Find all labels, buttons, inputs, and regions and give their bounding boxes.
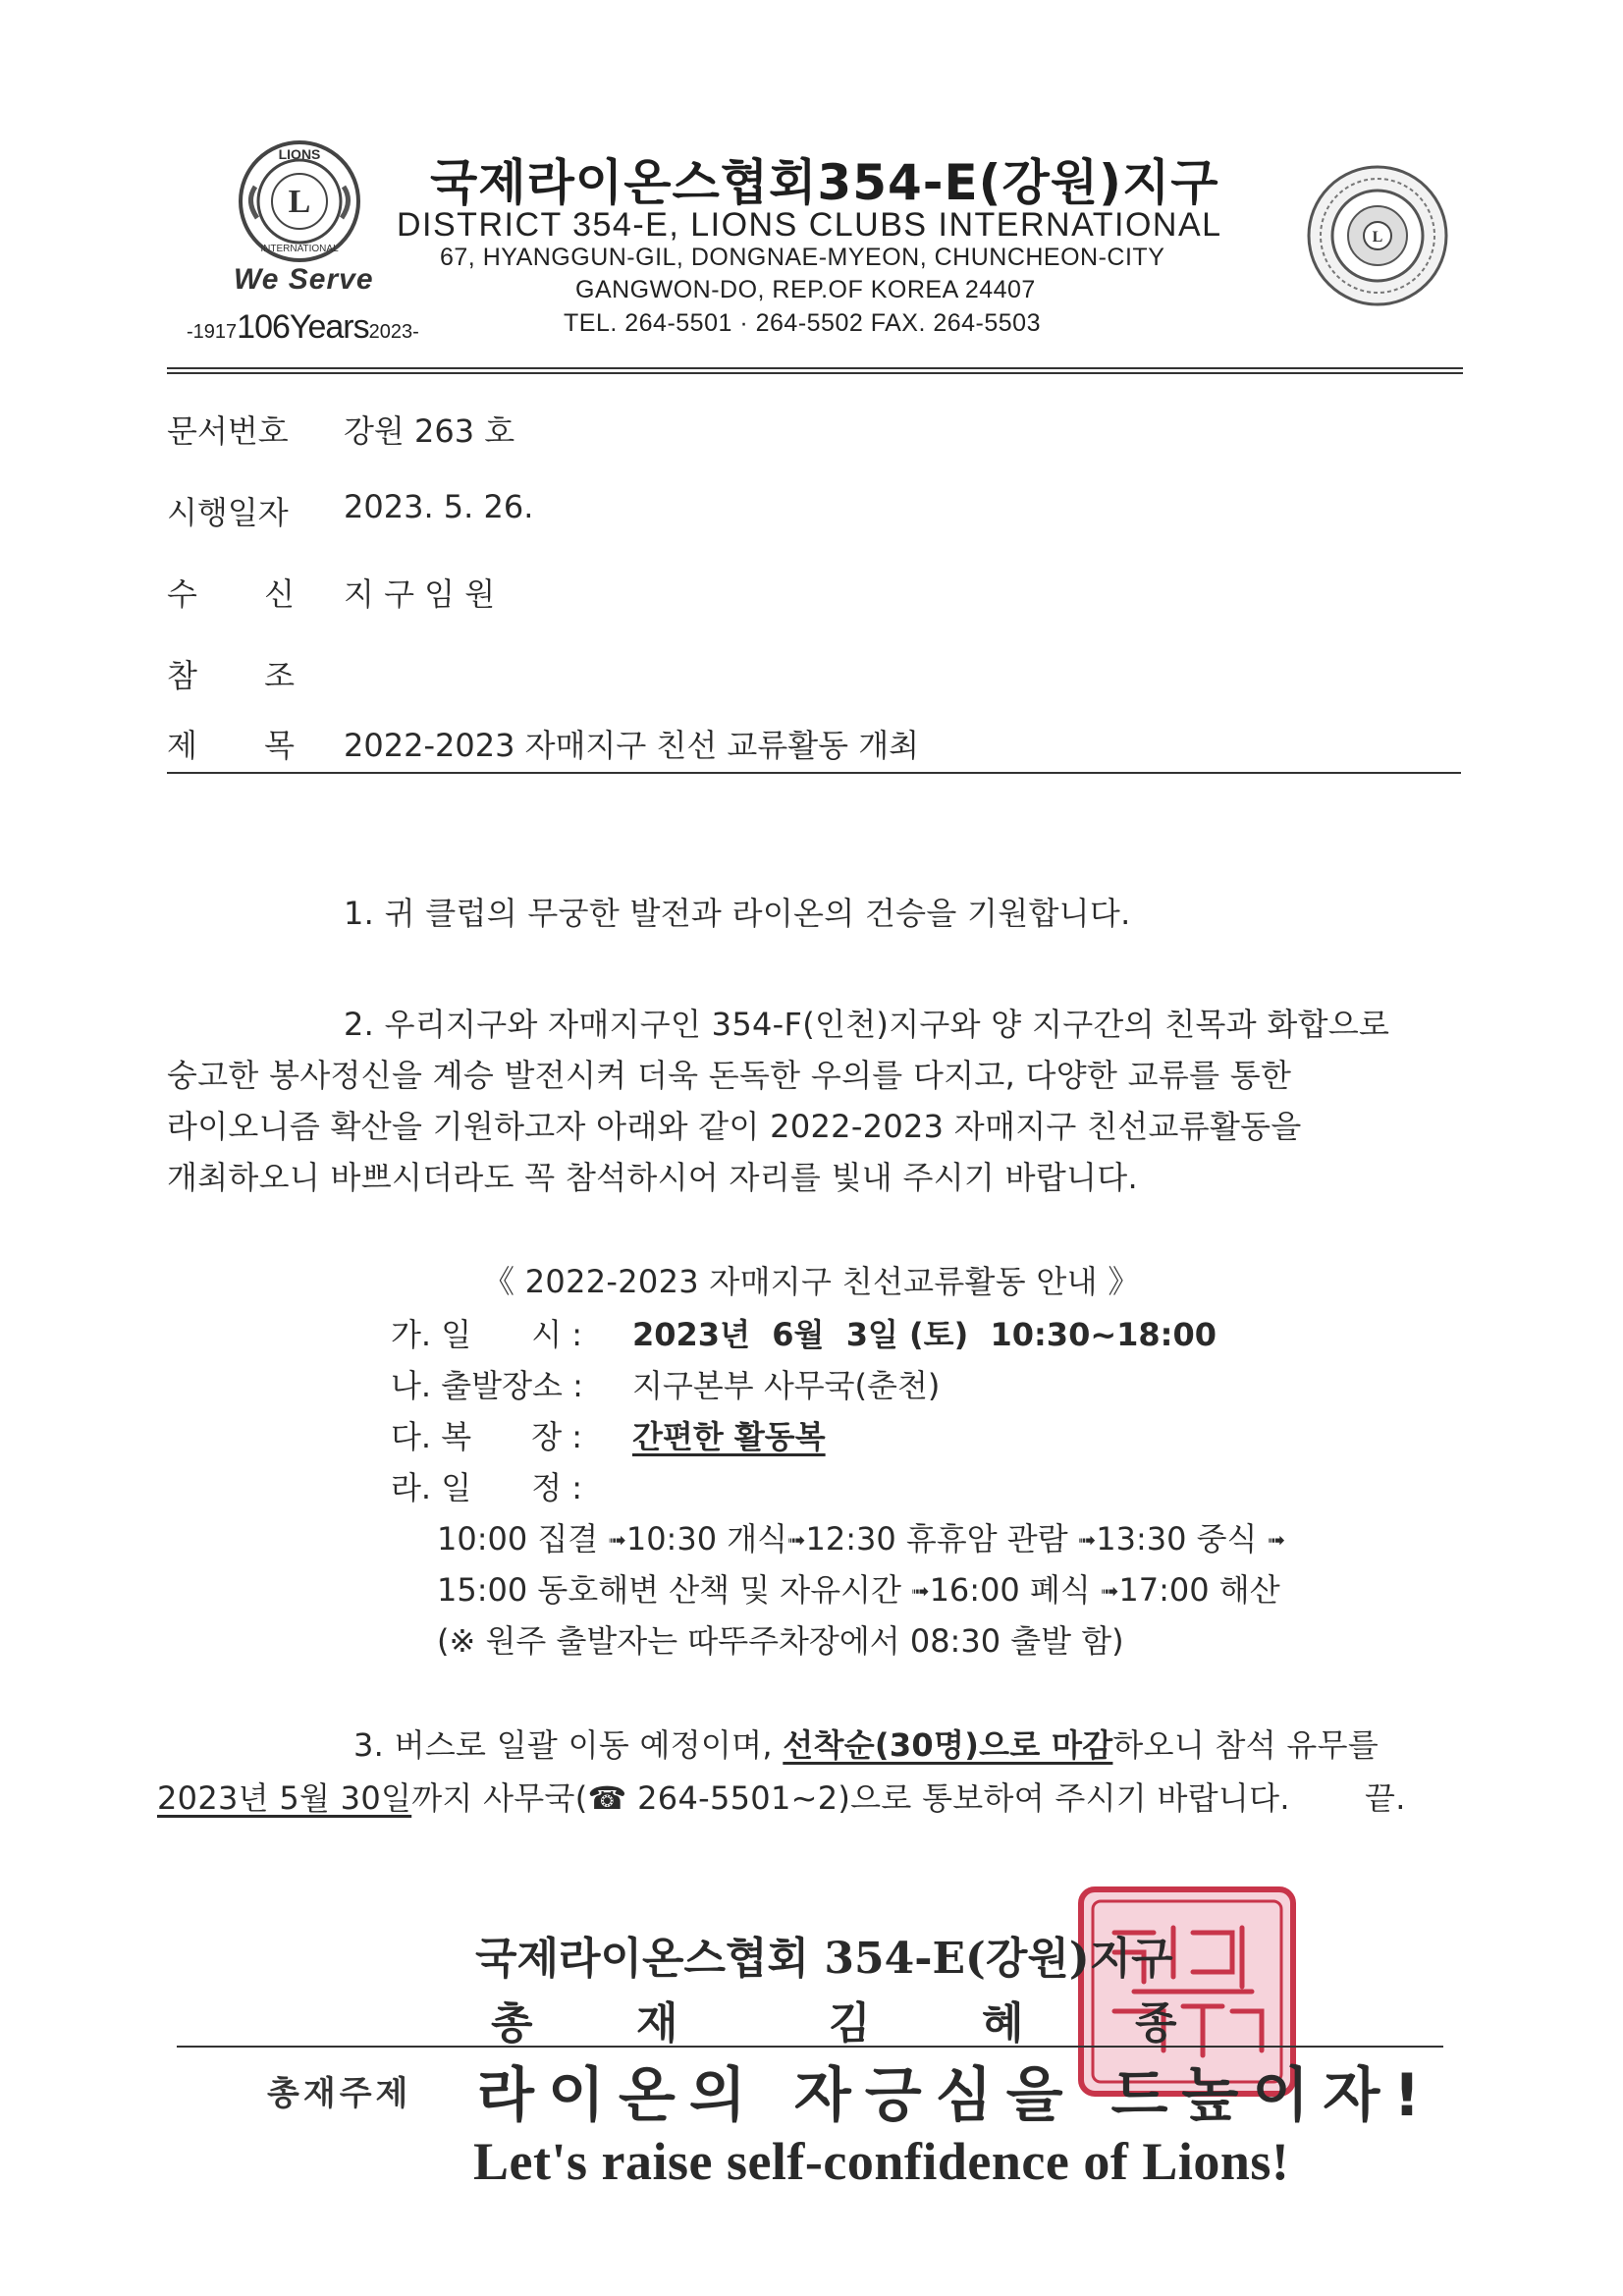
logo-top-text: LIONS: [278, 146, 321, 162]
arrow-right-icon: ➟: [1077, 1528, 1097, 1554]
paragraph-1: 1. 귀 클럽의 무궁한 발전과 라이온의 건승을 기원합니다.: [344, 895, 1131, 932]
header-divider: [167, 367, 1463, 369]
schedule-step: 17:00 해산: [1118, 1571, 1280, 1609]
reply-deadline: 2023년 5월 30일: [157, 1779, 412, 1817]
schedule-step: 15:00 동호해변 산책 및 자유시간: [437, 1571, 901, 1609]
schedule-step: 12:30 휴휴암 관람: [805, 1520, 1068, 1558]
signatory-org: 국제라이온스협회 354-E(강원)지구: [475, 1934, 1173, 1984]
logo-bottom-text: INTERNATIONAL: [260, 244, 339, 254]
schedule-step: 10:30 개식: [625, 1520, 788, 1558]
we-serve-slogan: We Serve: [234, 263, 374, 296]
arrow-right-icon: ➟: [1100, 1579, 1119, 1605]
item-c-value: 간편한 활동복: [632, 1418, 826, 1455]
item-b-value: 지구본부 사무국(춘천): [632, 1367, 941, 1404]
motto-english: Let's raise self-confidence of Lions!: [473, 2132, 1290, 2191]
date-value: 2023. 5. 26.: [344, 488, 534, 525]
svg-text:L: L: [1372, 229, 1383, 246]
paragraph-2-line-3: 라이오니즘 확산을 기원하고자 아래와 같이 2022-2023 자매지구 친선교류활동을: [167, 1108, 1302, 1145]
paragraph-3-line-1: 3. 버스로 일괄 이동 예정이며, 선착순(30명)으로 마감하오니 참석 유무를: [353, 1726, 1380, 1764]
doc-number-value: 강원 263 호: [344, 412, 515, 450]
org-title-english: DISTRICT 354-E, LIONS CLUBS INTERNATIONAL: [397, 206, 1222, 244]
end-mark: 끝.: [1365, 1779, 1406, 1817]
paragraph-2-line-2: 숭고한 봉사정신을 계승 발전시켜 더욱 돈독한 우의를 다지고, 다양한 교류를 통한: [167, 1057, 1292, 1094]
schedule-line-2: [437, 1565, 1280, 1611]
paragraph-2-line-4: 개최하오니 바쁘시더라도 꼭 참석하시어 자리를 빛내 주시기 바랍니다.: [167, 1159, 1138, 1196]
item-c-row: 다. 복 장 : 간편한 활동복: [391, 1418, 826, 1455]
item-a-value: 2023년 6월 3일 (토) 10:30~18:00: [632, 1316, 1217, 1353]
reference-label: 참 조: [167, 657, 295, 694]
arrow-right-icon: ➟: [787, 1528, 806, 1554]
schedule-note: (※ 원주 출발자는 따뚜주차장에서 08:30 출발 함): [437, 1622, 1124, 1660]
address-line-1: 67, HYANGGUN-GIL, DONGNAE-MYEON, CHUNCHEON-CITY: [440, 244, 1165, 271]
motto-korean: 라이온의 자긍심을 드높이자!: [477, 2061, 1434, 2130]
schedule-step: 13:30 중식: [1096, 1520, 1258, 1558]
notice-title: 《 2022-2023 자매지구 친선교류활동 안내 》: [483, 1263, 1140, 1300]
address-line-2: GANGWON-DO, REP.OF KOREA 24407: [575, 276, 1036, 303]
meta-divider: [167, 772, 1461, 774]
subject-label: 제 목: [167, 727, 295, 764]
logo-letter: L: [288, 184, 311, 220]
district-seal-icon: [1304, 162, 1451, 309]
schedule-step: 16:00 폐식: [929, 1571, 1091, 1609]
recipient-value: 지 구 임 원: [344, 575, 496, 613]
paragraph-3-line-2: 2023년 5월 30일까지 사무국(☎ 264-5501~2)으로 통보하여 주시기 바랍니다.: [157, 1779, 1290, 1817]
tel-fax-line: TEL. 264-5501 · 264-5502 FAX. 264-5503: [564, 309, 1041, 337]
date-label: 시행일자: [167, 494, 289, 531]
subject-value: 2022-2023 자매지구 친선 교류활동 개최: [344, 727, 920, 764]
lions-logo-icon: [236, 137, 363, 265]
header-divider-secondary: [167, 372, 1463, 374]
arrow-right-icon: ➟: [911, 1579, 930, 1605]
org-title-korean: 국제라이온스협회354-E(강원)지구: [430, 154, 1219, 211]
schedule-line-1: [437, 1514, 1285, 1559]
years-badge: -1917106Years2023-: [187, 308, 419, 346]
item-d-row: 라. 일 정 :: [391, 1469, 583, 1506]
arrow-right-icon: ➟: [608, 1528, 626, 1554]
item-b-row: 나. 출발장소 : 지구본부 사무국(춘천): [391, 1367, 941, 1404]
schedule-step: 10:00 집결: [437, 1520, 599, 1558]
item-a-row: 가. 일 시 : 2023년 6월 3일 (토) 10:30~18:00: [391, 1316, 1217, 1353]
footer-divider: [177, 2046, 1443, 2048]
paragraph-2-line-1: 2. 우리지구와 자매지구인 354-F(인천)지구와 양 지구간의 친목과 화합으로: [344, 1006, 1390, 1043]
first-come-deadline: 선착순(30명)으로 마감: [783, 1726, 1113, 1764]
doc-number-label: 문서번호: [167, 412, 289, 450]
recipient-label: 수 신: [167, 575, 295, 613]
arrow-right-icon: ➟: [1267, 1528, 1286, 1554]
motto-label: 총재주제: [267, 2074, 412, 2113]
